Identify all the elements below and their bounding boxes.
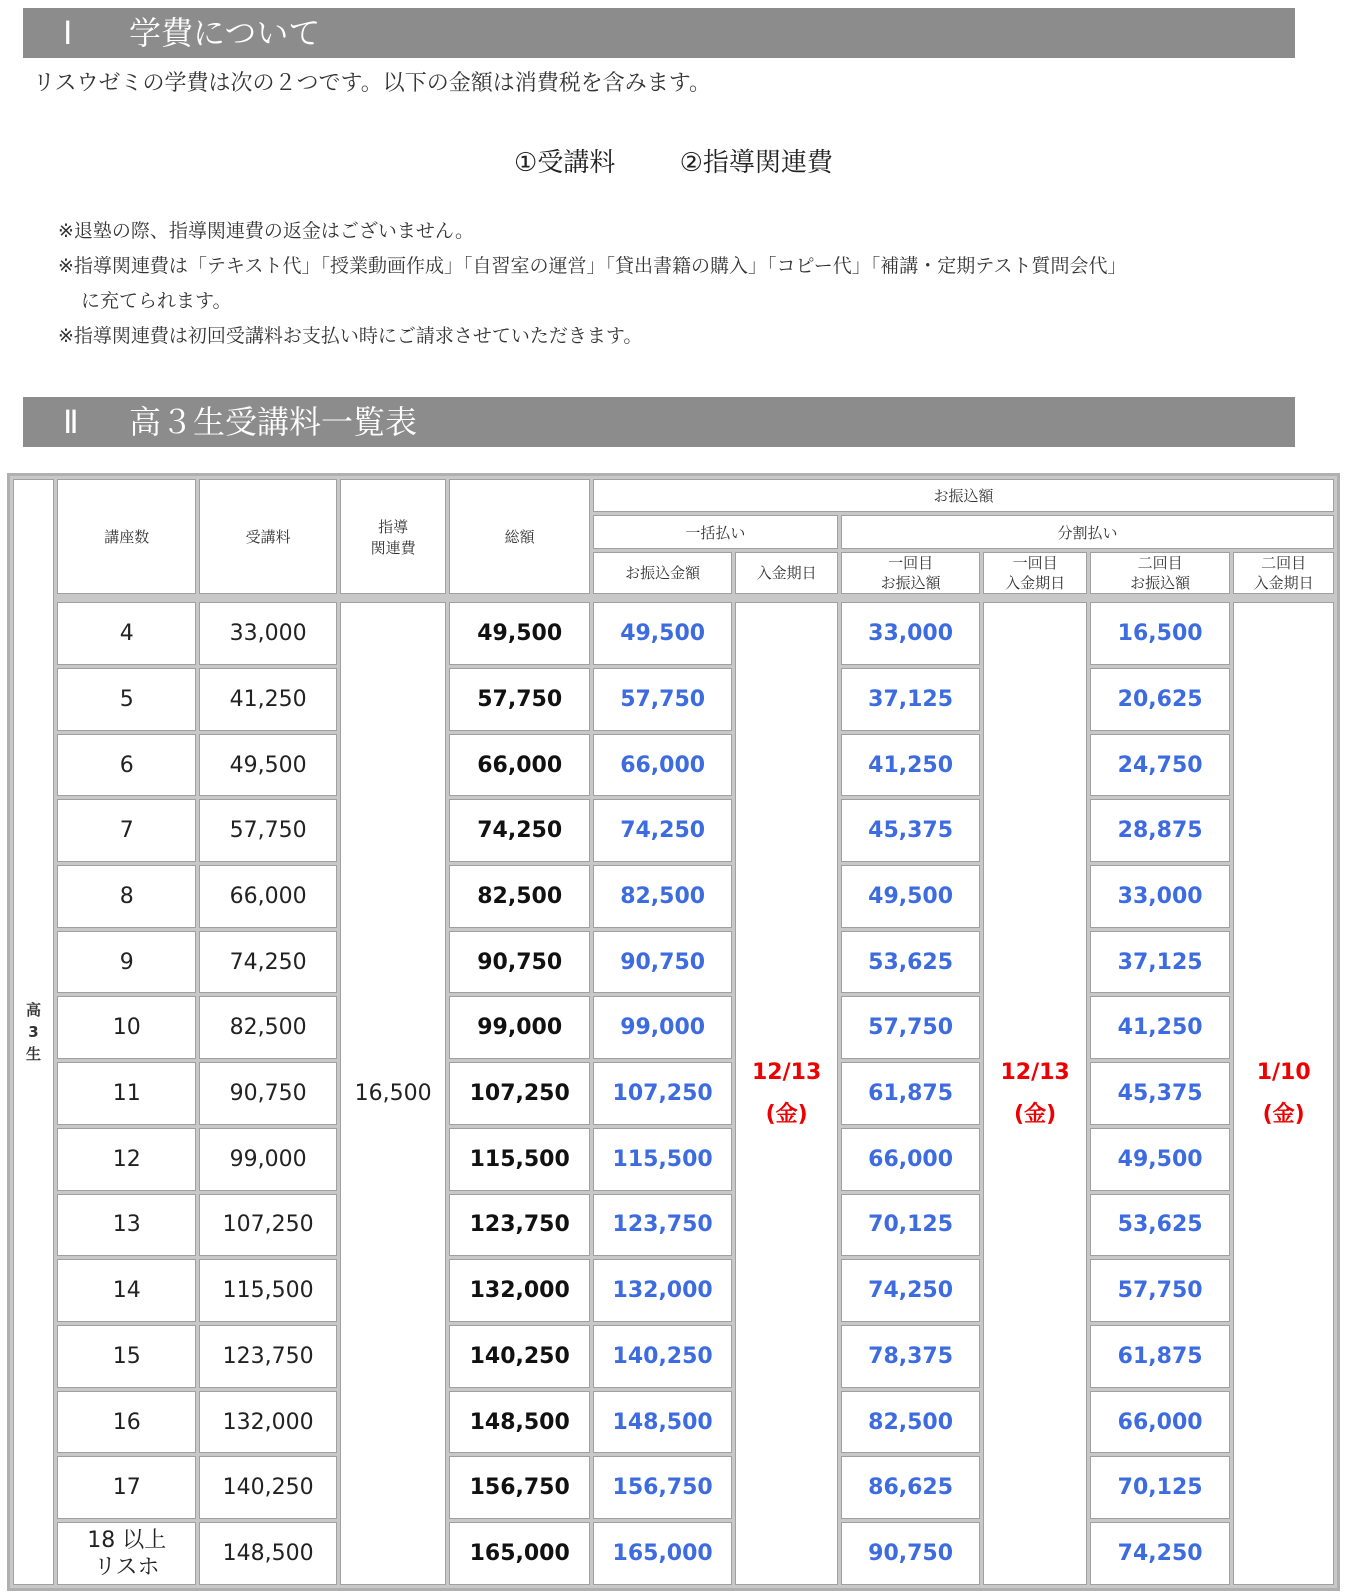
cell-first-amount: 33,000 xyxy=(841,602,980,665)
cell-tuition: 90,750 xyxy=(199,1062,336,1125)
cell-first-amount: 61,875 xyxy=(841,1062,980,1125)
header-second-amount: 二回目 お振込額 xyxy=(1090,552,1230,594)
cell-lump-amount: 74,250 xyxy=(593,799,732,862)
section-header-fees xyxy=(23,8,1295,58)
intro-text: リスウゼミの学費は次の２つです。以下の金額は消費税を含みます。 xyxy=(33,71,712,96)
cell-total: 90,750 xyxy=(449,931,589,994)
cell-tuition: 74,250 xyxy=(199,931,336,994)
cell-second-amount: 41,250 xyxy=(1090,996,1230,1059)
cell-tuition: 107,250 xyxy=(199,1194,336,1257)
cell-first-amount: 70,125 xyxy=(841,1194,980,1257)
cell-total: 165,000 xyxy=(449,1522,589,1585)
cell-second-due: 1/10 (金) xyxy=(1233,602,1334,1585)
cell-second-amount: 28,875 xyxy=(1090,799,1230,862)
cell-second-amount: 24,750 xyxy=(1090,734,1230,797)
cell-total: 74,250 xyxy=(449,799,589,862)
cell-total: 140,250 xyxy=(449,1325,589,1388)
cell-first-amount: 37,125 xyxy=(841,668,980,731)
cell-total: 66,000 xyxy=(449,734,589,797)
cell-tuition: 132,000 xyxy=(199,1391,336,1454)
cell-first-amount: 57,750 xyxy=(841,996,980,1059)
cell-second-amount: 74,250 xyxy=(1090,1522,1230,1585)
table-row xyxy=(13,1522,1334,1585)
cell-courses: 5 xyxy=(57,668,196,731)
header-lump-due: 入金期日 xyxy=(735,552,838,594)
note-line: に充てられます。 xyxy=(81,290,232,312)
cell-second-amount: 45,375 xyxy=(1090,1062,1230,1125)
cell-lump-amount: 123,750 xyxy=(593,1194,732,1257)
grade-label: 高 3 生 xyxy=(13,479,54,1585)
cell-tuition: 66,000 xyxy=(199,865,336,928)
note-line: ※指導関連費は初回受講料お支払い時にご請求させていただきます。 xyxy=(58,325,643,347)
table-row xyxy=(13,1259,1334,1322)
cell-total: 156,750 xyxy=(449,1456,589,1519)
fee-item-guidance: ②指導関連費 xyxy=(679,148,833,178)
cell-tuition: 57,750 xyxy=(199,799,336,862)
cell-guidance-fee: 16,500 xyxy=(340,602,447,1585)
cell-first-amount: 90,750 xyxy=(841,1522,980,1585)
table-row xyxy=(13,865,1334,928)
cell-lump-amount: 140,250 xyxy=(593,1325,732,1388)
cell-first-amount: 86,625 xyxy=(841,1456,980,1519)
table-row xyxy=(13,996,1334,1059)
cell-lump-amount: 90,750 xyxy=(593,931,732,994)
cell-total: 123,750 xyxy=(449,1194,589,1257)
table-row xyxy=(13,668,1334,731)
cell-first-amount: 41,250 xyxy=(841,734,980,797)
fee-table xyxy=(7,473,1340,1591)
cell-second-amount: 53,625 xyxy=(1090,1194,1230,1257)
cell-total: 57,750 xyxy=(449,668,589,731)
cell-courses: 14 xyxy=(57,1259,196,1322)
note-line: ※退塾の際、指導関連費の返金はございません。 xyxy=(58,220,475,242)
cell-second-amount: 70,125 xyxy=(1090,1456,1230,1519)
cell-lump-amount: 49,500 xyxy=(593,602,732,665)
table-row xyxy=(13,1194,1334,1257)
note-line: ※指導関連費は「テキスト代」「授業動画作成」「自習室の運営」「貸出書籍の購入」「コピー代」「補講・定期テスト質問会代」 xyxy=(58,255,1127,277)
section-number: Ⅰ xyxy=(63,14,73,52)
cell-lump-amount: 57,750 xyxy=(593,668,732,731)
header-transfer-amount: お振込額 xyxy=(593,479,1334,512)
table-row xyxy=(13,734,1334,797)
cell-lump-amount: 115,500 xyxy=(593,1128,732,1191)
cell-tuition: 99,000 xyxy=(199,1128,336,1191)
cell-total: 107,250 xyxy=(449,1062,589,1125)
cell-first-amount: 49,500 xyxy=(841,865,980,928)
cell-second-amount: 37,125 xyxy=(1090,931,1230,994)
cell-first-amount: 74,250 xyxy=(841,1259,980,1322)
header-courses: 講座数 xyxy=(57,479,196,594)
cell-lump-amount: 156,750 xyxy=(593,1456,732,1519)
cell-total: 49,500 xyxy=(449,602,589,665)
header-total: 総額 xyxy=(449,479,589,594)
section-number: Ⅱ xyxy=(63,403,79,441)
table-row xyxy=(13,1062,1334,1125)
cell-tuition: 115,500 xyxy=(199,1259,336,1322)
cell-second-amount: 49,500 xyxy=(1090,1128,1230,1191)
cell-second-amount: 33,000 xyxy=(1090,865,1230,928)
cell-first-due: 12/13 (金) xyxy=(983,602,1087,1585)
cell-total: 132,000 xyxy=(449,1259,589,1322)
cell-total: 115,500 xyxy=(449,1128,589,1191)
header-separator xyxy=(57,597,1334,599)
cell-second-amount: 61,875 xyxy=(1090,1325,1230,1388)
cell-lump-amount: 66,000 xyxy=(593,734,732,797)
cell-total: 82,500 xyxy=(449,865,589,928)
cell-lump-amount: 82,500 xyxy=(593,865,732,928)
header-lump-amount: お振込金額 xyxy=(593,552,732,594)
cell-courses: 15 xyxy=(57,1325,196,1388)
cell-courses: 7 xyxy=(57,799,196,862)
fee-item-tuition: ①受講料 xyxy=(514,148,616,178)
table-row xyxy=(13,602,1334,665)
cell-tuition: 41,250 xyxy=(199,668,336,731)
cell-tuition: 33,000 xyxy=(199,602,336,665)
table-row xyxy=(13,1456,1334,1519)
cell-second-amount: 20,625 xyxy=(1090,668,1230,731)
cell-lump-amount: 165,000 xyxy=(593,1522,732,1585)
table-row xyxy=(13,1391,1334,1454)
cell-second-amount: 16,500 xyxy=(1090,602,1230,665)
table-row xyxy=(13,1325,1334,1388)
section-header-fee-table xyxy=(23,397,1295,447)
table-row xyxy=(13,799,1334,862)
header-tuition: 受講料 xyxy=(199,479,336,594)
header-installment: 分割払い xyxy=(841,515,1334,548)
cell-courses: 13 xyxy=(57,1194,196,1257)
header-lump-sum: 一括払い xyxy=(593,515,838,548)
cell-tuition: 82,500 xyxy=(199,996,336,1059)
section-title: 高３生受講料一覧表 xyxy=(129,403,418,441)
cell-second-amount: 57,750 xyxy=(1090,1259,1230,1322)
cell-first-amount: 66,000 xyxy=(841,1128,980,1191)
table-row xyxy=(13,1128,1334,1191)
cell-first-amount: 78,375 xyxy=(841,1325,980,1388)
fee-items xyxy=(0,142,1347,179)
cell-courses: 4 xyxy=(57,602,196,665)
section-title: 学費について xyxy=(129,14,321,52)
cell-courses: 8 xyxy=(57,865,196,928)
cell-courses: 10 xyxy=(57,996,196,1059)
cell-tuition: 123,750 xyxy=(199,1325,336,1388)
header-guidance-fee: 指導 関連費 xyxy=(340,479,447,594)
cell-second-amount: 66,000 xyxy=(1090,1391,1230,1454)
cell-total: 148,500 xyxy=(449,1391,589,1454)
cell-tuition: 148,500 xyxy=(199,1522,336,1585)
cell-courses: 6 xyxy=(57,734,196,797)
cell-lump-amount: 99,000 xyxy=(593,996,732,1059)
cell-courses: 9 xyxy=(57,931,196,994)
cell-first-amount: 82,500 xyxy=(841,1391,980,1454)
cell-first-amount: 53,625 xyxy=(841,931,980,994)
header-first-due: 一回目 入金期日 xyxy=(983,552,1087,594)
header-second-due: 二回目 入金期日 xyxy=(1233,552,1334,594)
table-row xyxy=(13,931,1334,994)
cell-lump-amount: 107,250 xyxy=(593,1062,732,1125)
cell-courses: 18 以上 リスホ xyxy=(57,1522,196,1585)
cell-courses: 12 xyxy=(57,1128,196,1191)
cell-lump-due: 12/13 (金) xyxy=(735,602,838,1585)
cell-courses: 11 xyxy=(57,1062,196,1125)
cell-lump-amount: 148,500 xyxy=(593,1391,732,1454)
cell-tuition: 140,250 xyxy=(199,1456,336,1519)
cell-tuition: 49,500 xyxy=(199,734,336,797)
header-first-amount: 一回目 お振込額 xyxy=(841,552,980,594)
cell-total: 99,000 xyxy=(449,996,589,1059)
notes xyxy=(58,214,1127,354)
cell-courses: 17 xyxy=(57,1456,196,1519)
cell-first-amount: 45,375 xyxy=(841,799,980,862)
cell-lump-amount: 132,000 xyxy=(593,1259,732,1322)
cell-courses: 16 xyxy=(57,1391,196,1454)
